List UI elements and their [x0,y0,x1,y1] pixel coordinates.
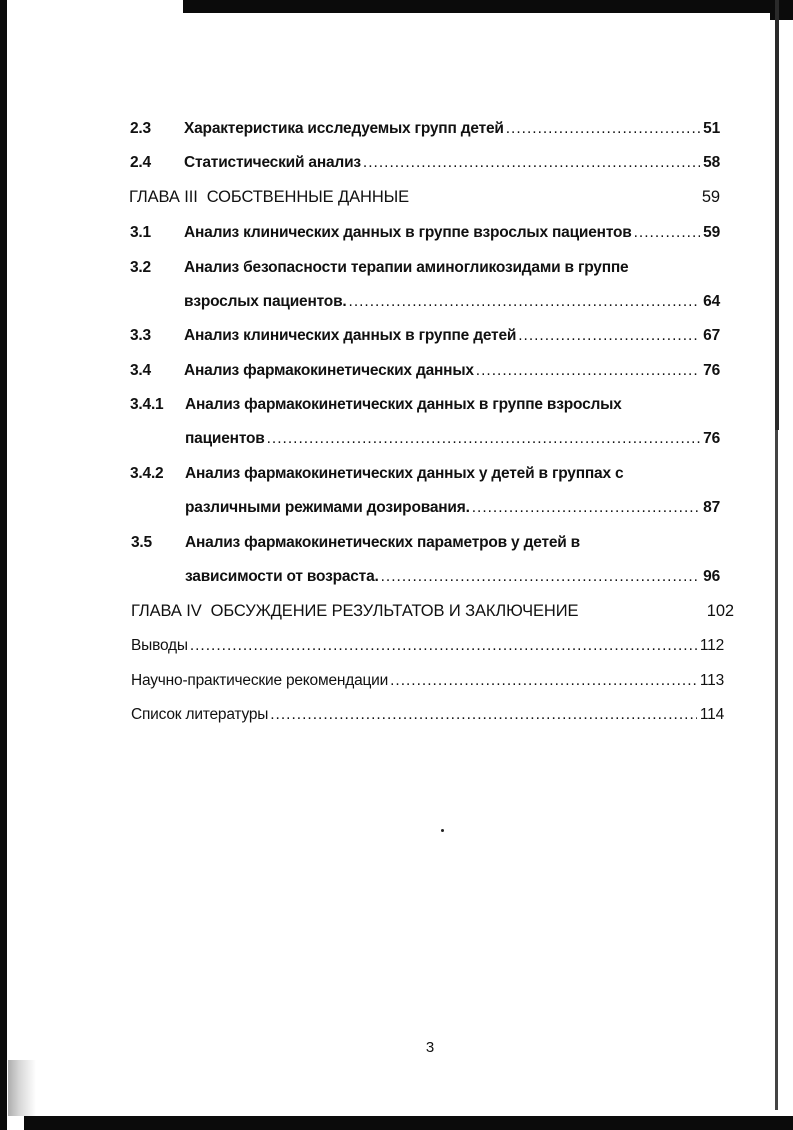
toc-page: 58 [703,154,720,171]
leader-dots [390,670,697,692]
toc-title: Список литературы [131,706,269,723]
toc-entry-3-4-2-cont[interactable] [185,497,720,519]
toc-entry-3-3[interactable] [130,325,720,347]
toc-number: 3.4.1 [130,396,164,413]
toc-title: Анализ клинических данных в группе детей [184,327,517,344]
toc-page: 114 [699,706,724,723]
leader-dots [472,497,700,519]
toc-conclusions[interactable] [131,635,724,657]
toc-page: 76 [703,430,720,447]
toc-number: 2.4 [130,154,151,171]
toc-page: 51 [703,120,720,137]
toc-entry-3-1[interactable] [130,222,720,244]
scan-edge-top [183,0,770,13]
toc-title: Анализ фармакокинетических параметров у детей в [185,534,581,551]
toc-number: 3.4.2 [130,465,164,482]
toc-number: 3.1 [130,224,151,241]
toc-page: 59 [703,224,720,241]
toc-title: Характеристика исследуемых групп детей [184,120,504,137]
toc-title-cont: зависимости от возраста. [185,568,379,585]
scan-edge-left [0,0,7,1130]
leader-dots [381,566,701,588]
scan-edge-corner [770,0,793,20]
toc-entry-3-2[interactable] [130,257,720,279]
toc-entry-3-4-2[interactable] [130,463,720,485]
toc-title-cont: различными режимами дозирования. [185,499,470,516]
toc-title: Научно-практические рекомендации [131,672,389,689]
toc-title-cont: пациентов [185,430,265,447]
page-number: 3 [425,1039,435,1056]
toc-page: 96 [703,568,720,585]
toc-page: 112 [699,637,724,654]
toc-title: Анализ фармакокинетических данных [184,362,474,379]
toc-entry-2-4[interactable] [130,152,720,174]
toc-chapter-title: ГЛАВА IV ОБСУЖДЕНИЕ РЕЗУЛЬТАТОВ И ЗАКЛЮЧЕНИЕ [131,602,579,620]
toc-title: Статистический анализ [184,154,361,171]
toc-entry-2-3[interactable] [130,118,720,140]
toc-page: 64 [703,293,720,310]
toc-chapter-3[interactable] [129,186,720,208]
toc-number: 3.4 [130,362,151,379]
toc-title: Анализ клинических данных в группе взрослых пациентов [184,224,632,241]
toc-title: Анализ фармакокинетических данных в группе взрослых [185,396,622,413]
toc-number: 3.3 [130,327,151,344]
toc-recommendations[interactable] [131,670,724,692]
scan-speck [441,829,444,832]
scan-edge-right [775,0,779,430]
toc-title: Выводы [131,637,188,654]
leader-dots [270,704,697,726]
toc-entry-3-4[interactable] [130,360,720,382]
scan-smudge [8,1060,36,1116]
leader-dots [363,152,700,174]
toc-references[interactable] [131,704,724,726]
toc-title: Анализ безопасности терапии аминогликозидами в группе [184,259,629,276]
toc-chapter-4[interactable] [131,600,734,622]
leader-dots [267,428,701,450]
scan-edge-right-lower [775,430,778,1110]
toc-page: 113 [699,672,724,689]
toc-number: 3.5 [131,534,152,551]
leader-dots [190,635,697,657]
toc-entry-3-5-cont[interactable] [185,566,720,588]
toc-page: 59 [701,188,720,206]
leader-dots [506,118,700,140]
toc-entry-3-2-cont[interactable] [184,291,720,313]
toc-title: Анализ фармакокинетических данных у детей в группах с [185,465,624,482]
toc-number: 3.2 [130,259,151,276]
toc-page: 87 [703,499,720,516]
toc-entry-3-4-1[interactable] [130,394,720,416]
toc-page: 102 [706,602,734,620]
toc-number: 2.3 [130,120,151,137]
toc-chapter-title: ГЛАВА III СОБСТВЕННЫЕ ДАННЫЕ [129,188,410,206]
toc-entry-3-4-1-cont[interactable] [185,428,720,450]
toc-page: 76 [703,362,720,379]
toc-page: 67 [703,327,720,344]
toc-entry-3-5[interactable] [131,532,720,554]
leader-dots [349,291,701,313]
leader-dots [518,325,700,347]
leader-dots [476,360,700,382]
toc-title-cont: взрослых пациентов. [184,293,347,310]
leader-dots [634,222,701,244]
scan-edge-bottom [24,1116,793,1130]
